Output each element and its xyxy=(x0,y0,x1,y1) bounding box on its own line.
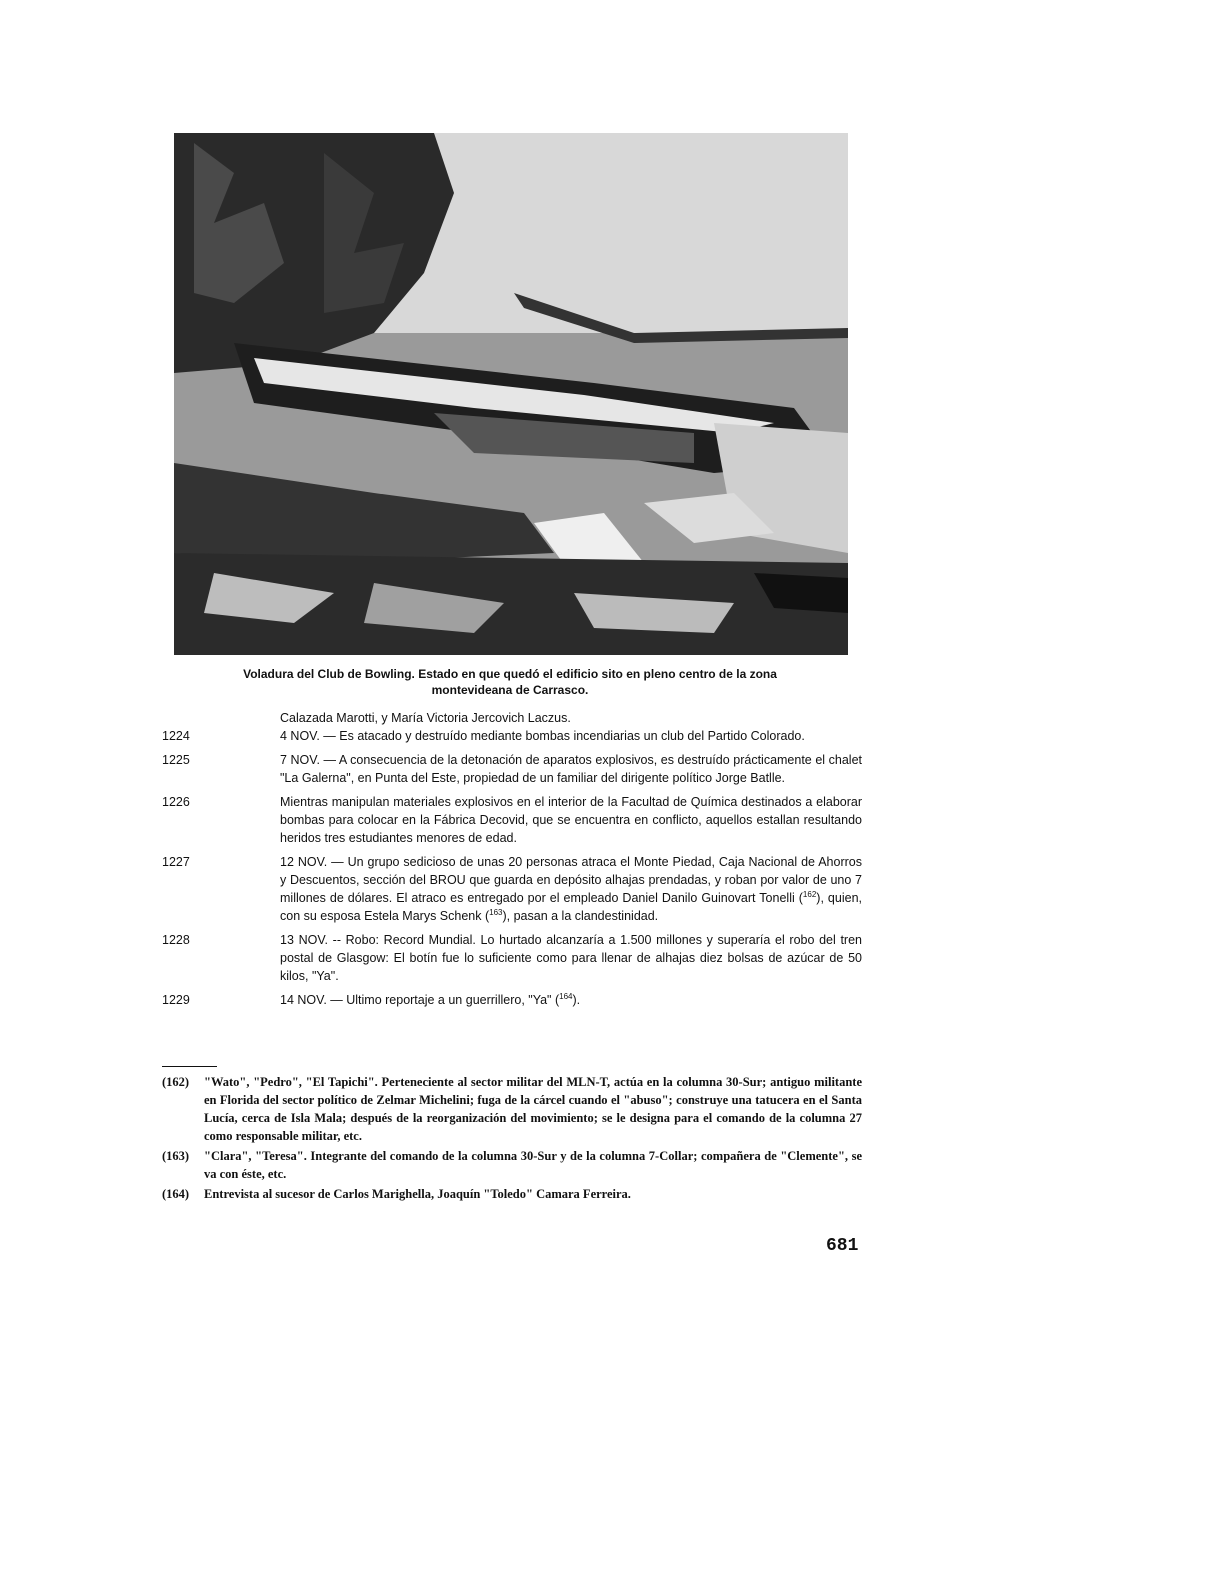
entry-1226 xyxy=(162,793,862,847)
footnote-text: Entrevista al sucesor de Carlos Marighella, Joaquín "Toledo" Camara Ferreira. xyxy=(204,1187,631,1201)
entry-text xyxy=(280,991,862,1009)
caption-line-1: Voladura del Club de Bowling. Estado en que quedó el edificio sito en pleno centro de la zona xyxy=(243,667,777,681)
entry-1225 xyxy=(162,751,862,787)
entry-text-part: ). xyxy=(572,993,581,1007)
entry-1229 xyxy=(162,991,862,1009)
chronology-entries xyxy=(162,709,862,1015)
entry-number: 1225 xyxy=(162,753,190,767)
caption-line-2: montevideana de Carrasco. xyxy=(431,683,589,697)
entry-text-part: 14 NOV. — Ultimo reportaje a un guerrillero, "Ya" ( xyxy=(280,993,560,1007)
entry-1228 xyxy=(162,931,862,985)
entry-number: 1227 xyxy=(162,855,190,869)
entry-text: Mientras manipulan materiales explosivos en el interior de la Facultad de Química destinados a elaborar bombas para colocar en la Fábrica Decovid, que se encuentra en conflicto, aquellos estallan resultando heridos tres estudiantes menores de edad. xyxy=(280,795,862,845)
footnote-divider xyxy=(162,1066,217,1067)
footnote-164 xyxy=(162,1185,862,1203)
entry-text xyxy=(280,853,862,925)
footnote-ref: 164 xyxy=(559,991,573,1001)
entry-text: 7 NOV. — A consecuencia de la detonación de aparatos explosivos, es destruído prácticamente el chalet "La Galerna", en Punta del Este, propiedad de un familiar del dirigente político Jorge Batlle. xyxy=(280,753,862,785)
entry-text: 13 NOV. -- Robo: Record Mundial. Lo hurtado alcanzaría a 1.500 millones y superaría el robo del tren postal de Glasgow: El botín fue lo suficiente como para llenar de alhajas diez bolsas de azúcar de 50 kilos, "Ya". xyxy=(280,933,862,983)
destroyed-building-photo xyxy=(174,133,848,655)
entry-number: 1224 xyxy=(162,729,190,743)
lead-text: Calazada Marotti, y María Victoria Jercovich Laczus. xyxy=(280,711,571,725)
entry-text-part: 12 NOV. — Un grupo sedicioso de unas 20 personas atraca el Monte Piedad, Caja Nacional de Ahorros y Descuentos, sección del BROU que guarda en depósito alhajas prendadas, y roban por valor de uno 7 millones de dólares. El atraco es entregado por el empleado Daniel Danilo Guinovart Tonelli ( xyxy=(280,855,862,905)
entry-number: 1229 xyxy=(162,993,190,1007)
entry-1224 xyxy=(162,727,862,745)
photo-caption xyxy=(160,666,860,698)
footnote-ref: 163 xyxy=(489,907,503,917)
lead-continuation xyxy=(162,709,862,727)
footnote-163 xyxy=(162,1147,862,1183)
page-number: 681 xyxy=(826,1236,859,1256)
entry-number: 1228 xyxy=(162,933,190,947)
entry-number: 1226 xyxy=(162,795,190,809)
footnote-mark: (162) xyxy=(162,1075,190,1089)
entry-text: 4 NOV. — Es atacado y destruído mediante bombas incendiarias un club del Partido Colorado. xyxy=(280,729,805,743)
footnote-mark: (163) xyxy=(162,1149,190,1163)
footnote-mark: (164) xyxy=(162,1187,190,1201)
entry-1227 xyxy=(162,853,862,925)
entry-text-part: ), pasan a la clandestinidad. xyxy=(502,909,659,923)
entry-text-part: ), quien, con su esposa Estela Marys Schenk ( xyxy=(280,891,862,923)
footnote-ref: 162 xyxy=(802,889,817,899)
footnote-text: "Clara", "Teresa". Integrante del comando de la columna 30-Sur y de la columna 7-Collar; compañera de "Clemente", se va con éste, etc. xyxy=(204,1149,862,1181)
destroyed-building-photo-icon xyxy=(174,133,848,655)
footnote-text: "Wato", "Pedro", "El Tapichi". Perteneciente al sector militar del MLN-T, actúa en la columna 30-Sur; antiguo militante en Florida del sector político de Zelmar Michelini; fuga de la cárcel cuando el "abuso"; construye una tatucera en el Santa Lucía, cerca de Isla Mala; después de la reorganización del movimiento; se le designa para el comando de la columna 27 como responsable militar, etc. xyxy=(204,1075,862,1143)
footnote-162 xyxy=(162,1073,862,1145)
footnotes xyxy=(162,1073,862,1205)
